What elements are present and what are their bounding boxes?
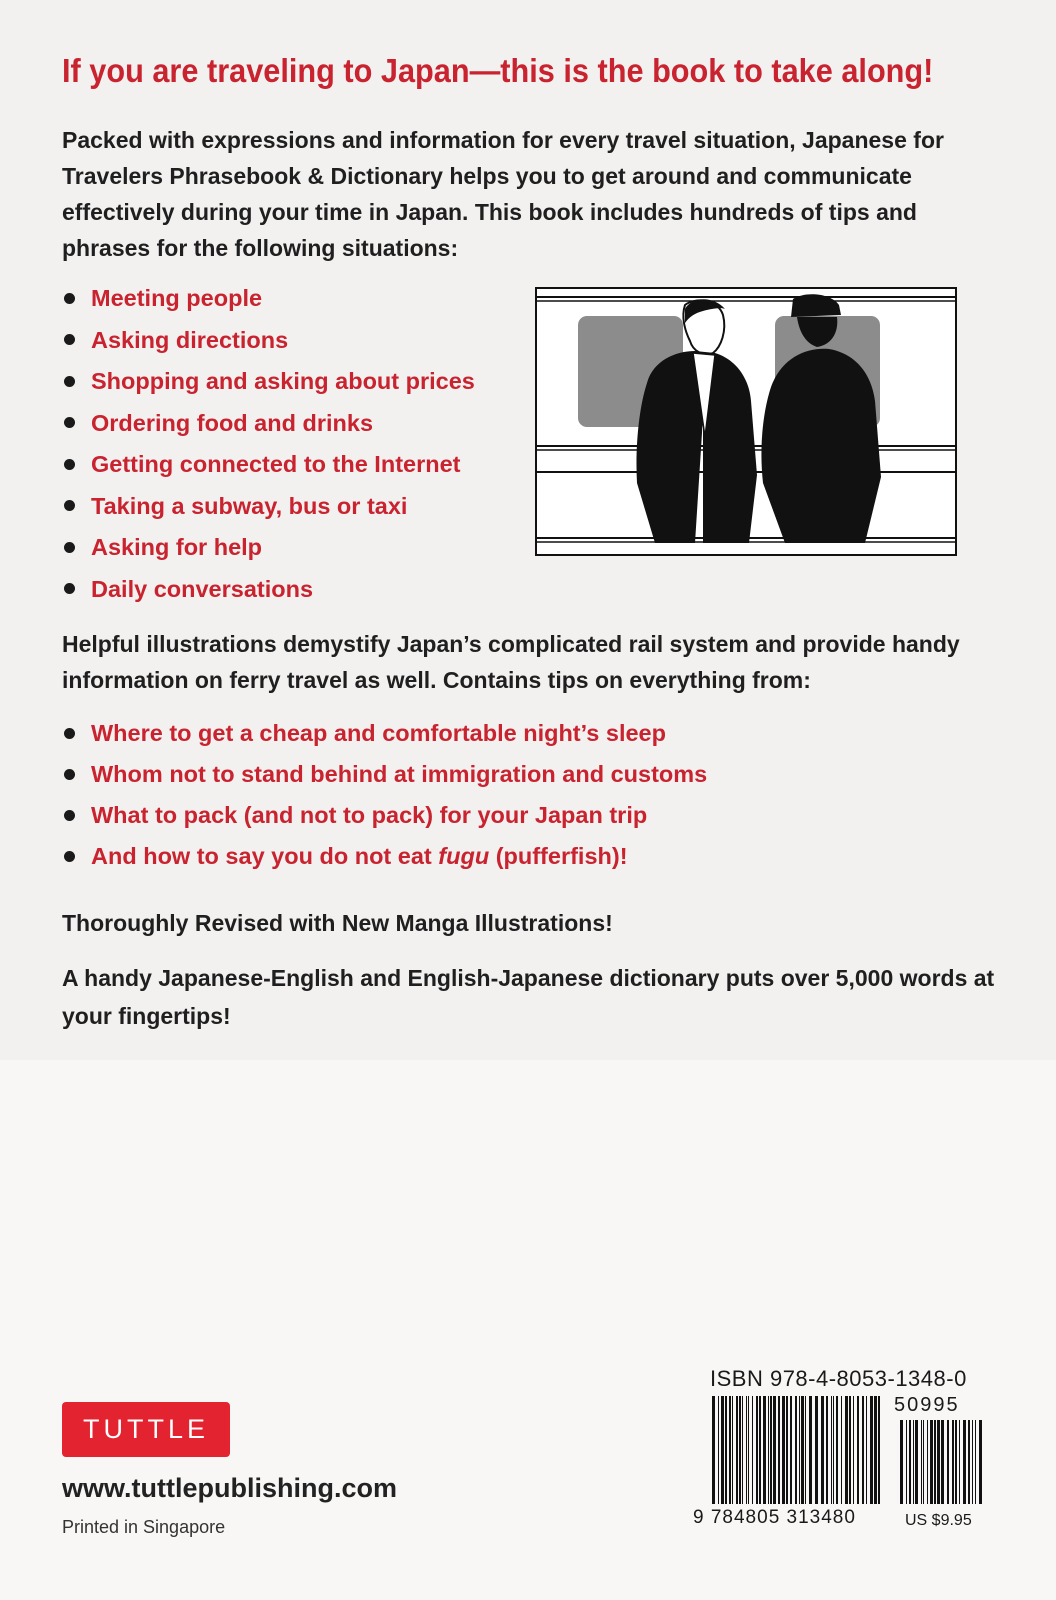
list-item bbox=[62, 403, 475, 445]
barcode-bar bbox=[934, 1420, 936, 1504]
barcode-bar bbox=[718, 1396, 719, 1504]
barcode-bar bbox=[959, 1420, 960, 1504]
tip-label-end: (pufferfish)! bbox=[489, 843, 628, 869]
tip-italic-word: fugu bbox=[438, 843, 490, 869]
barcode-bar bbox=[712, 1396, 715, 1504]
barcode-bar bbox=[845, 1396, 848, 1504]
barcode-bar bbox=[921, 1420, 922, 1504]
barcode-digits bbox=[693, 1507, 856, 1529]
barcode-bar bbox=[790, 1396, 792, 1504]
barcode-bar bbox=[756, 1396, 758, 1504]
bullet-icon bbox=[64, 542, 75, 553]
barcode-bar bbox=[742, 1396, 743, 1504]
barcode-addon bbox=[900, 1420, 986, 1504]
list-item bbox=[62, 713, 707, 754]
barcode-bar bbox=[979, 1420, 982, 1504]
barcode-bar bbox=[841, 1396, 842, 1504]
barcode-bar bbox=[831, 1396, 832, 1504]
barcode-bar bbox=[721, 1396, 724, 1504]
barcode-bar bbox=[930, 1420, 933, 1504]
list-item bbox=[62, 444, 475, 486]
bullet-icon bbox=[64, 583, 75, 594]
headline: If you are traveling to Japan—this is the book to take along! bbox=[62, 52, 934, 89]
list-item bbox=[62, 795, 707, 836]
situation-label: Taking a subway, bus or taxi bbox=[91, 492, 408, 519]
barcode-bar bbox=[782, 1396, 785, 1504]
barcode-bar bbox=[736, 1396, 738, 1504]
barcode-bar bbox=[763, 1396, 766, 1504]
barcode-bar bbox=[870, 1396, 873, 1504]
barcode-number: 784805 313480 bbox=[710, 1507, 856, 1528]
barcode-bar bbox=[866, 1396, 867, 1504]
barcode-bar bbox=[805, 1396, 806, 1504]
barcode-bar bbox=[955, 1420, 957, 1504]
bullet-icon bbox=[64, 810, 75, 821]
list-item bbox=[62, 527, 475, 569]
barcode-bar bbox=[963, 1420, 966, 1504]
barcode-main bbox=[712, 1396, 882, 1504]
barcode-bar bbox=[857, 1396, 859, 1504]
barcode-bar bbox=[821, 1396, 824, 1504]
barcode-bar bbox=[937, 1420, 940, 1504]
barcode-bar bbox=[725, 1396, 727, 1504]
barcode-bar bbox=[826, 1396, 828, 1504]
barcode-bar bbox=[778, 1396, 780, 1504]
bullet-icon bbox=[64, 728, 75, 739]
barcode-bar bbox=[809, 1396, 812, 1504]
barcode-bar bbox=[786, 1396, 788, 1504]
situation-label: Asking for help bbox=[91, 534, 263, 560]
situation-label: Asking directions bbox=[91, 326, 289, 353]
barcode-bar bbox=[746, 1396, 747, 1504]
barcode-bar bbox=[975, 1420, 976, 1504]
bullet-icon bbox=[64, 459, 75, 470]
situations-list bbox=[62, 278, 475, 610]
list-item bbox=[62, 836, 707, 877]
addon-digits: 50995 bbox=[894, 1394, 960, 1416]
bullet-icon bbox=[64, 417, 75, 428]
tip-label: And how to say you do not eat bbox=[91, 843, 439, 869]
situation-label: Daily conversations bbox=[91, 575, 314, 602]
situation-label: Ordering food and drinks bbox=[91, 409, 374, 436]
barcode-bar bbox=[759, 1396, 761, 1504]
dictionary-note: A handy Japanese-English and English-Japanese dictionary puts over 5,000 words at your fingertips! bbox=[62, 965, 995, 1029]
barcode-bar bbox=[752, 1396, 753, 1504]
barcode-bar bbox=[909, 1420, 911, 1504]
barcode-bar bbox=[773, 1396, 776, 1504]
barcode-bar bbox=[770, 1396, 772, 1504]
barcode-bar bbox=[853, 1396, 854, 1504]
barcode-bar bbox=[833, 1396, 834, 1504]
barcode-bar bbox=[732, 1396, 733, 1504]
barcode-bar bbox=[915, 1420, 918, 1504]
barcode-bar bbox=[729, 1396, 731, 1504]
revised-note: Thoroughly Revised with New Manga Illustrations! bbox=[62, 910, 613, 936]
barcode-bar bbox=[927, 1420, 928, 1504]
tuttle-logo: TUTTLE bbox=[62, 1402, 230, 1457]
list-item bbox=[62, 278, 475, 320]
situation-label: Getting connected to the Internet bbox=[91, 451, 461, 477]
barcode-bar bbox=[952, 1420, 954, 1504]
intro-paragraph: Packed with expressions and information for every travel situation, Japanese for Travelers Phrasebook & Dictionary helps you to get around and communicate effectively during your time in Japan. This book includes hundreds of tips and phrases for the following situations: bbox=[62, 127, 944, 261]
bullet-icon bbox=[64, 851, 75, 862]
barcode-bar bbox=[968, 1420, 970, 1504]
barcode-bar bbox=[768, 1396, 769, 1504]
publisher-website[interactable]: www.tuttlepublishing.com bbox=[62, 1473, 397, 1503]
barcode-bar bbox=[878, 1396, 880, 1504]
barcode-first-digit: 9 bbox=[693, 1507, 705, 1528]
list-item bbox=[62, 569, 475, 611]
barcode-bar bbox=[799, 1396, 800, 1504]
list-item bbox=[62, 361, 475, 403]
bullet-icon bbox=[64, 769, 75, 780]
situation-label: Shopping and asking about prices bbox=[91, 368, 475, 394]
bullet-icon bbox=[64, 376, 75, 387]
barcode-bar bbox=[801, 1396, 804, 1504]
price-label: US $9.95 bbox=[905, 1512, 972, 1529]
tip-label: Where to get a cheap and comfortable night’s sleep bbox=[91, 720, 666, 746]
barcode-bar bbox=[836, 1396, 838, 1504]
printed-in: Printed in Singapore bbox=[62, 1517, 226, 1537]
tips-list bbox=[62, 713, 707, 877]
tip-label: Whom not to stand behind at immigration and customs bbox=[91, 761, 708, 787]
bullet-icon bbox=[64, 500, 75, 511]
list-item bbox=[62, 754, 707, 795]
barcode-bar bbox=[947, 1420, 949, 1504]
barcode-bar bbox=[815, 1396, 818, 1504]
manga-illustration bbox=[535, 287, 957, 556]
barcode-bar bbox=[862, 1396, 864, 1504]
barcode-bar bbox=[748, 1396, 749, 1504]
barcode-bar bbox=[941, 1420, 944, 1504]
illustrations-paragraph: Helpful illustrations demystify Japan’s complicated rail system and provide handy information on ferry travel as well. Contains tips on everything from: bbox=[62, 631, 960, 693]
barcode-bar bbox=[972, 1420, 973, 1504]
barcode-bar bbox=[795, 1396, 797, 1504]
barcode-bar bbox=[913, 1420, 914, 1504]
barcode-bar bbox=[739, 1396, 741, 1504]
barcode-bar bbox=[900, 1420, 903, 1504]
tip-label: What to pack (and not to pack) for your Japan trip bbox=[91, 802, 648, 828]
situation-label: Meeting people bbox=[91, 285, 263, 311]
barcode-bar bbox=[849, 1396, 851, 1504]
isbn-label: ISBN 978-4-8053-1348-0 bbox=[710, 1366, 967, 1391]
barcode-bar bbox=[874, 1396, 877, 1504]
list-item bbox=[62, 320, 475, 362]
bullet-icon bbox=[64, 293, 75, 304]
list-item bbox=[62, 486, 475, 528]
barcode-bar bbox=[923, 1420, 924, 1504]
bullet-icon bbox=[64, 334, 75, 345]
barcode-bar bbox=[906, 1420, 907, 1504]
